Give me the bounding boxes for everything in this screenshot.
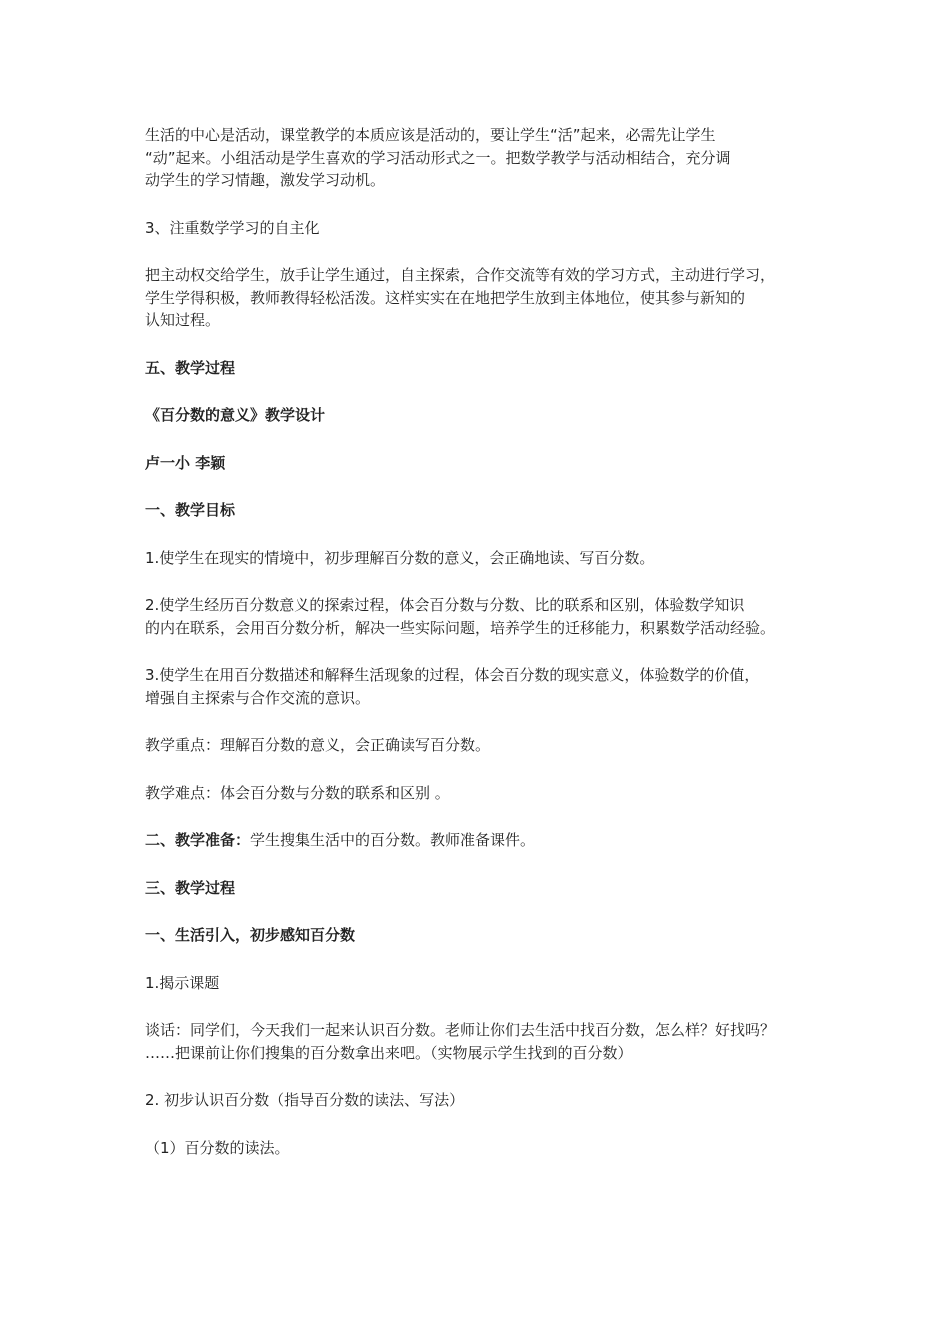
section-heading-process: 五、教学过程 xyxy=(145,358,236,377)
text-line: 把主动权交给学生，放手让学生通过，自主探索，合作交流等有效的学习方式，主动进行学习， xyxy=(145,266,776,284)
difficult-point: 教学难点：体会百分数与分数的联系和区别 。 xyxy=(145,783,450,802)
goal-2 xyxy=(145,594,825,639)
text-line: 学生学得积极，教师教得轻松活泼。这样实实在在地把学生放到主体地位，使其参与新知的 xyxy=(145,288,746,307)
step-reading-method: （1）百分数的读法。 xyxy=(145,1138,290,1157)
document-page xyxy=(145,124,825,1159)
paragraph-autonomy-body xyxy=(145,264,825,332)
author-line: 卢一小 李颖 xyxy=(145,453,226,472)
teaching-preparation xyxy=(145,829,825,852)
section-heading-teaching-process: 三、教学过程 xyxy=(145,878,236,897)
goal-1: 1.使学生在现实的情境中，初步理解百分数的意义，会正确地读、写百分数。 xyxy=(145,548,655,567)
step-reveal-topic: 1.揭示课题 xyxy=(145,973,220,992)
goal-3 xyxy=(145,664,825,709)
preparation-label: 二、教学准备： xyxy=(145,831,251,849)
text-line: 生活的中心是活动，课堂教学的本质应该是活动的，要让学生“活”起来，必需先让学生 xyxy=(145,126,716,144)
text-line: ……把课前让你们搜集的百分数拿出来吧。（实物展示学生找到的百分数） xyxy=(145,1043,633,1062)
subsection-heading-intro: 一、生活引入，初步感知百分数 xyxy=(145,926,356,944)
design-title: 《百分数的意义》教学设计 xyxy=(145,406,326,424)
text-line: “动”起来。小组活动是学生喜欢的学习活动形式之一。把数学教学与活动相结合，充分调 xyxy=(145,148,731,167)
text-line: 2.使学生经历百分数意义的探索过程，体会百分数与分数、比的联系和区别，体验数学知识 xyxy=(145,596,745,614)
text-line: 3.使学生在用百分数描述和解释生活现象的过程，体会百分数的现实意义，体验数学的价值， xyxy=(145,666,760,684)
text-line: 谈话：同学们，今天我们一起来认识百分数。老师让你们去生活中找百分数，怎么样？好找吗？ xyxy=(145,1021,776,1039)
paragraph-autonomy-heading: 3、注重数学学习的自主化 xyxy=(145,218,320,237)
step-initial-recognition: 2. 初步认识百分数（指导百分数的读法、写法） xyxy=(145,1091,465,1109)
text-line: 认知过程。 xyxy=(145,311,221,329)
text-line: 的内在联系，会用百分数分析，解决一些实际问题，培养学生的迁移能力，积累数学活动经验。 xyxy=(145,618,776,637)
key-point: 教学重点：理解百分数的意义，会正确读写百分数。 xyxy=(145,736,491,754)
preparation-text: 学生搜集生活中的百分数。教师准备课件。 xyxy=(250,831,536,849)
paragraph-dialogue xyxy=(145,1019,825,1064)
text-line: 动学生的学习情趣，激发学习动机。 xyxy=(145,171,386,189)
section-heading-goals: 一、教学目标 xyxy=(145,501,236,519)
paragraph-activity-center xyxy=(145,124,825,192)
text-line: 增强自主探索与合作交流的意识。 xyxy=(145,688,371,707)
